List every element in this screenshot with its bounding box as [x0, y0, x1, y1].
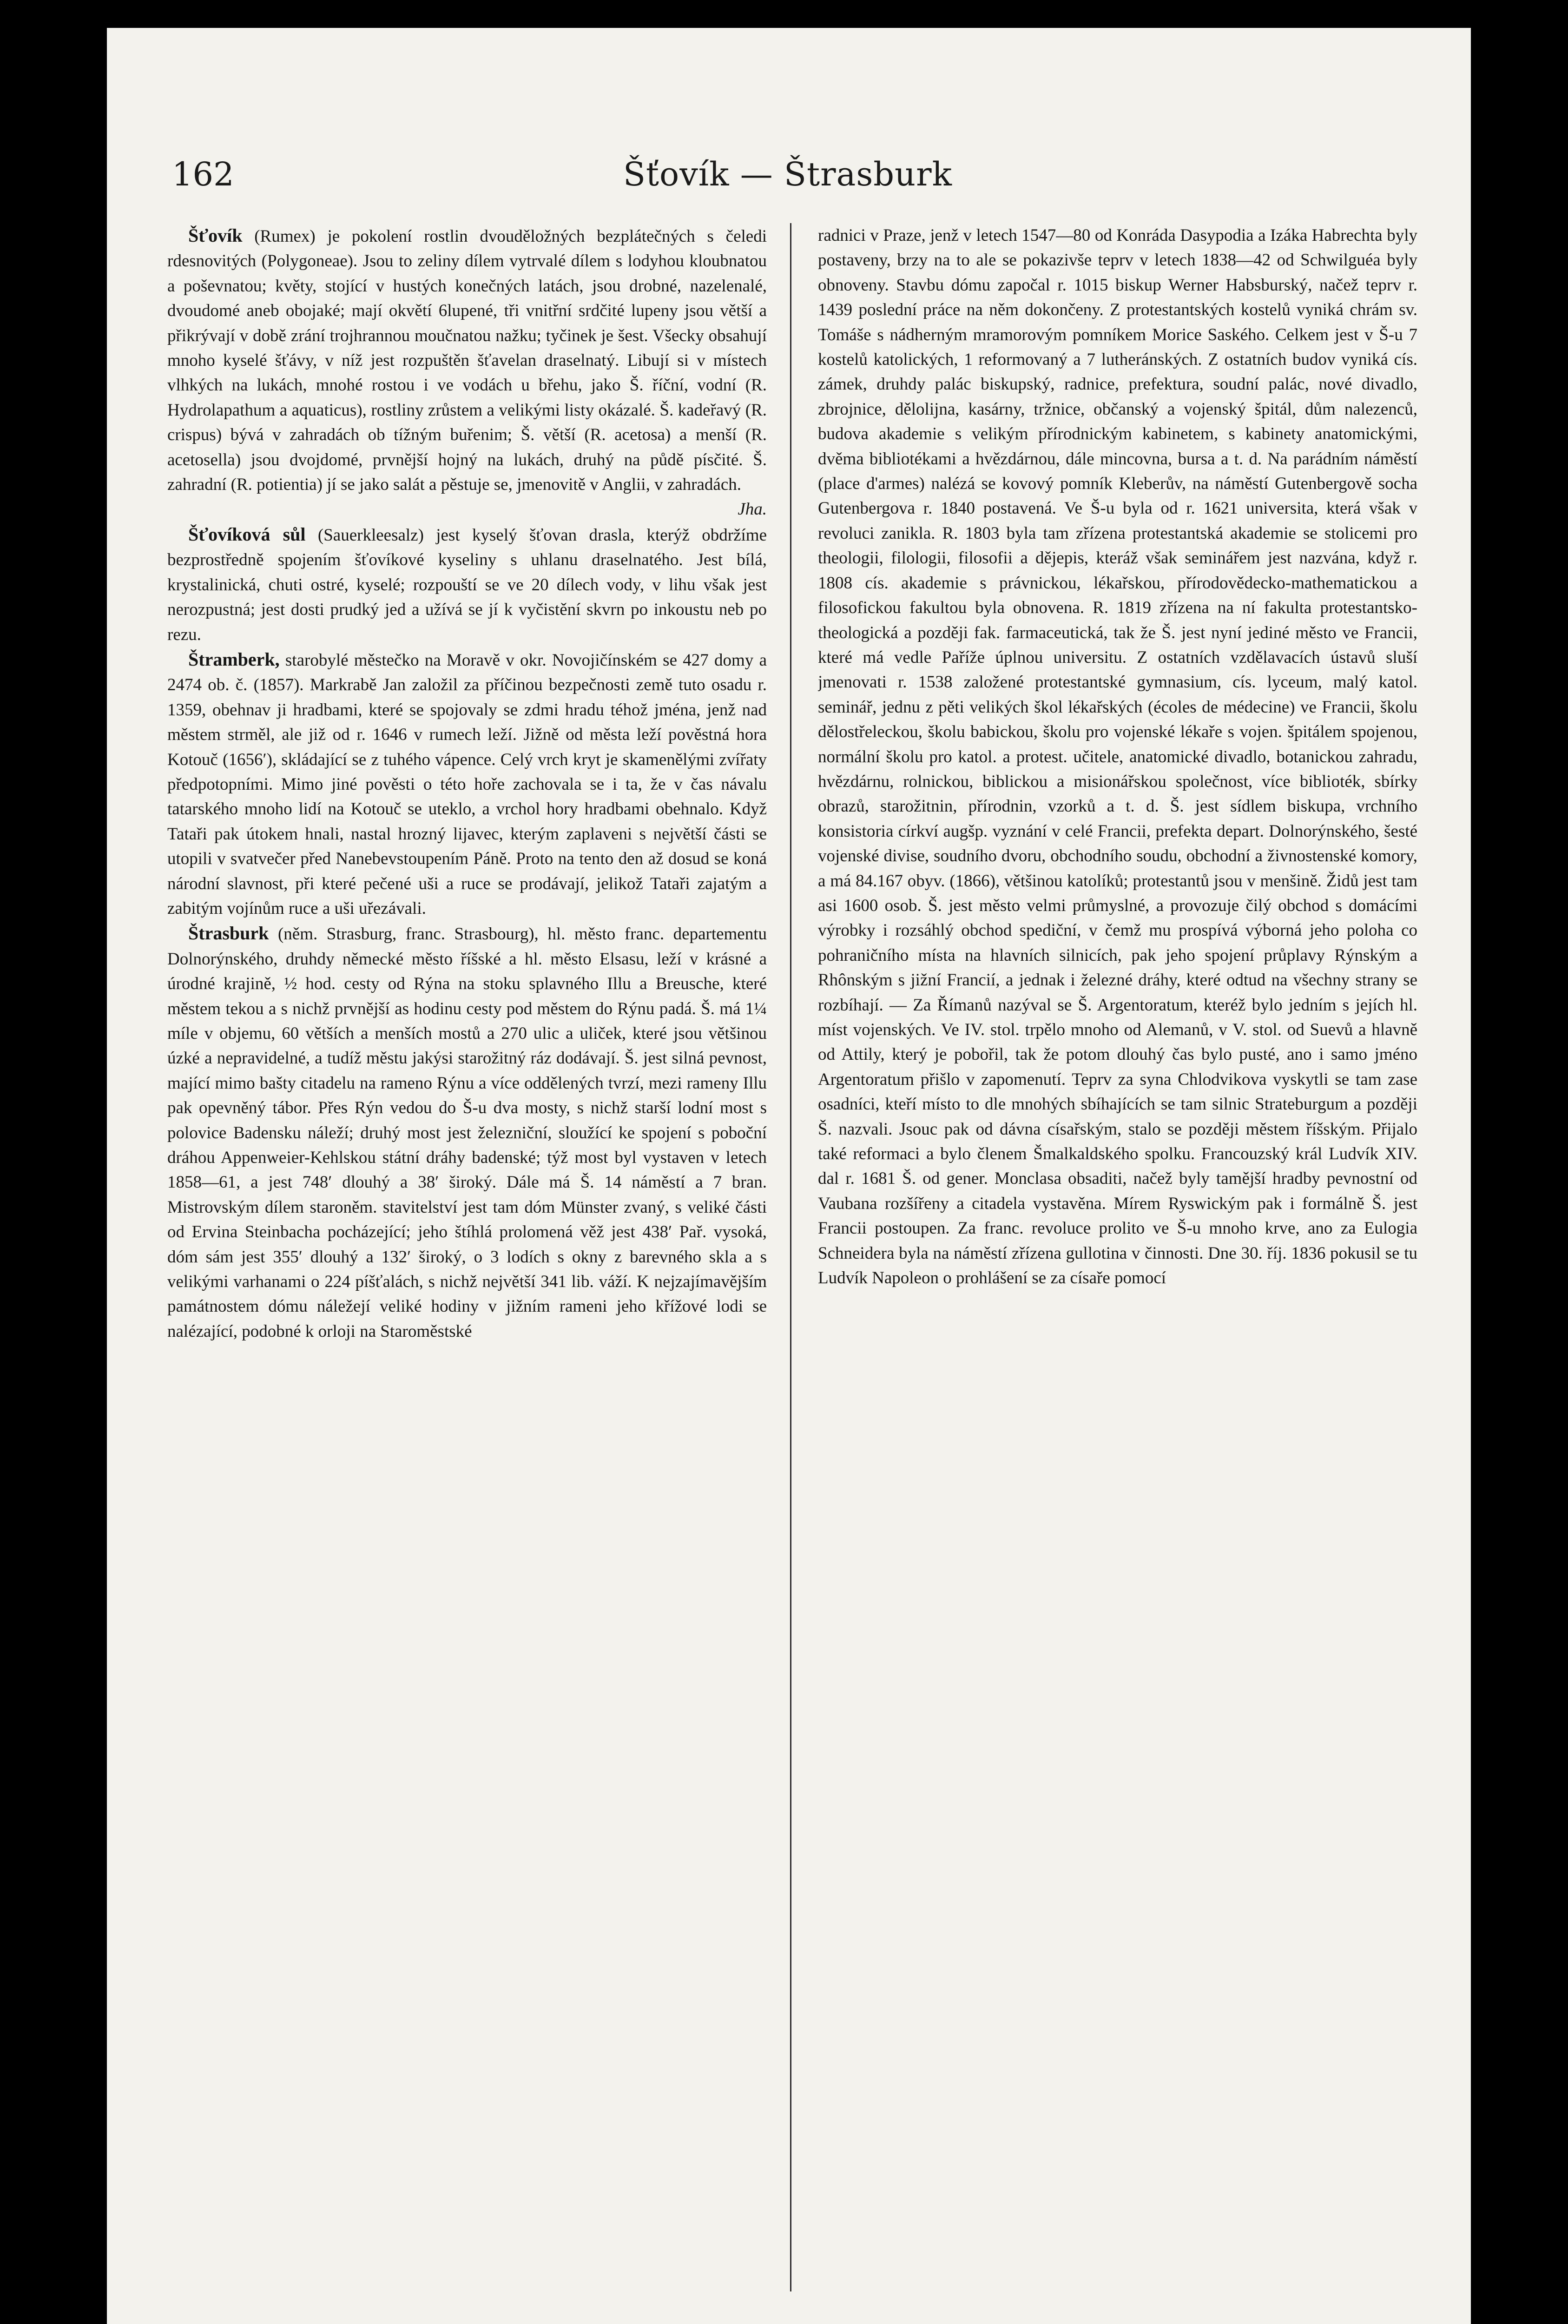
- headword: Šťovík: [188, 225, 243, 246]
- page-number: 162: [172, 155, 234, 193]
- column-divider: [790, 223, 791, 2291]
- left-column: [167, 223, 767, 2287]
- entry-text: (Sauerkleesalz) jest kyselý šťovan drasla, kterýž obdržíme bezprostředně spojením šťovíkové kyseliny s uhlanu draselnatého. Jest bílá, krystalinická, chuti ostré, kyselé; rozpouští se ve 20 dílech vody, v lihu však jest nerozpustná; jest dosti prudký jed a užívá se jí k vyčistění skvrn po inkoustu neb po rezu.: [167, 525, 767, 644]
- entry-stovikova-sul: [167, 522, 767, 647]
- right-column: [818, 223, 1417, 2287]
- headword: Štrasburk: [188, 923, 269, 944]
- page-header: [172, 146, 1403, 202]
- entry-stovik: [167, 223, 767, 497]
- entry-text: (Rumex) je pokolení rostlin dvouděložných bezplátečných s čeledi rdesnovitých (Polygoneae). Jsou to zeliny dílem vytrvalé dílem s lodyhou kloubnatou a poševnatou; květy, stojící v hustých konečných latách, jsou drobné, nazelenalé, dvoudomé aneb obojaké; mají okvětí 6lupené, tři vnitřní srdčité lupeny jsou větší a přikrývají v době zrání trojhrannou moučnatou nažku; tyčinek je šest. Všecky obsahují mnoho kyselé šťávy, v níž jest rozpuštěn šťavelan draselnatý. Libují si v místech vlhkých na lukách, mnohé rostou i ve vodách u břehu, jako Š. říční, vodní (R. Hydrolapathum a aquaticus), rostliny zrůstem a velikými listy okázalé. Š. kadeřavý (R. crispus) bývá v zahradách ob tížným buřenim; Š. větší (R. acetosa) a menší (R. acetosella) jsou dvojdomé, prvnější hojný na lukách, druhý na půdě písčité. Š. zahradní (R. potientia) jí se jako salát a pěstuje se, jmenovitě v Anglii, v zahradách.: [167, 227, 767, 495]
- entry-strasburk: [167, 921, 767, 1344]
- entry-text: starobylé městečko na Moravě v okr. Novojičínském se 427 domy a 2474 ob. č. (1857). Markrabě Jan založil za příčinou bezpečnosti země tuto osadu r. 1359, obehnav ji hradbami, které se spojovaly se zdmi hradu téhož jména, jenž nad městem strměl, ale již od r. 1646 v rumech leží. Jižně od města leží pověstná hora Kotouč (1656′), skládající se z tuhého vápence. Celý vrch kryt je skamenělými zvířaty předpotopními. Mimo jiné pověsti o této hoře zachovala se i ta, že v čas návalu tatarského mnoho lidí na Kotouč se uteklo, a vrchol hory hradbami obehnalo. Když Tataři pak útokem hnali, nastal hrozný lijavec, kterým zaplaveni s největší části se utopili v svatvečer před Nanebevstoupením Páně. Proto na tento den až dosud se koná národní slavnost, při které pečené uši a ruce se prodávají, jelikož Tataři zajatým a zabitým vojínům ruce a uši uřezávali.: [167, 650, 767, 918]
- headword: Štramberk,: [188, 648, 280, 670]
- running-head: Šťovík — Štrasburk: [623, 155, 953, 193]
- entry-signature: Jha.: [738, 500, 767, 519]
- entry-text: (něm. Strasburg, franc. Strasbourg), hl. město franc. departementu Dolnorýnského, druhdy německé město říšské a hl. město Elsasu, leží v krásné a úrodné krajině, ½ hod. cesty od Rýna na stoku splavného Illu a Breusche, které městem tekou a s nichž prvnější as hodinu cesty pod městem do Rýnu padá. Š. má 1¼ míle v objemu, 60 větších a menších mostů a 270 ulic a uliček, které jsou většinou úzké a nepravidelné, a tudíž městu jakýsi starožitný ráz dodávají. Š. jest silná pevnost, mající mimo bašty citadelu na rameno Rýnu a více oddělených tvrzí, mezi rameny Illu pak opevněný tábor. Přes Rýn vedou do Š-u dva mosty, s nichž starší lodní most s polovice Badensku náleží; druhý most jest železniční, sloužící ke spojení s poboční dráhou Appenweier-Kehlskou státní dráhy badenské; týž most byl vystaven v letech 1858—61, a jest 748′ dlouhý a 38′ široký. Dále má Š. 14 náměstí a 7 bran. Mistrovským dílem staroněm. stavitelství jest tam dóm Münster zvaný, s veliké části od Ervina Steinbacha pocházející; jeho štíhlá prolomená věž jest 438′ Pař. vysoká, dóm sám jest 355′ dlouhý a 132′ široký, o 3 lodích s okny z barevného skla a s velikými varhanami o 224 píšťalách, s nichž největší 341 lib. váží. K nejzajímavějším památnostem dómu náležejí veliké hodiny v jižním rameni jeho křížové lodi se nalézající, podobné k orloji na Staroměstské: [167, 924, 767, 1341]
- headword: Šťovíková sůl: [188, 523, 306, 545]
- book-page: [107, 28, 1471, 2324]
- entry-strasburk-continued: radnici v Praze, jenž v letech 1547—80 od Konráda Dasypodia a Izáka Habrechta byly postaveny, brzy na to ale se pokazivše teprv v letech 1838—42 od Schwilguéa byly obnoveny. Stavbu dómu započal r. 1015 biskup Werner Habsburský, načež teprv r. 1439 poslední práce na něm dokončeny. Z protestantských kostelů vyniká chrám sv. Tomáše s nádherným mramorovým pomníkem Morice Saského. Celkem jest v Š-u 7 kostelů katolických, 1 reformovaný a 7 lutheránských. Z ostatních budov vyniká cís. zámek, druhdy palác biskupský, radnice, prefektura, soudní palác, nové divadlo, zbrojnice, dělolijna, kasárny, tržnice, občanský a vojenský špitál, dům nalezenců, budova akademie s velikým přírodnickým kabinetem, s kabinety anatomickými, dvěma bibliotékami a hvězdárnou, dále mincovna, bursa a t. d. Na parádním náměstí (place d'armes) nalézá se kovový pomník Kleberův, na náměstí Gutenbergově socha Gutenbergova r. 1840 postavená. Ve Š-u byla od r. 1621 universita, která však v revoluci zanikla. R. 1803 byla tam zřízena protestantská akademie se stolicemi pro theologii, filologii, filosofii a dějepis, kteráž však seminářem jest nazvána, když r. 1808 cís. akademie s právnickou, lékařskou, přírodovědecko-mathematickou a filosofickou fakultou byla obnovena. R. 1819 zřízena na ní fakulta protestantsko-theologická a později fak. farmaceutická, tak že Š. jest nyní jediné město ve Francii, které má vedle Paříže úplnou universitu. Z ostatních vzdělavacích ústavů sluší jmenovati r. 1538 založené protestantské gymnasium, cís. lyceum, malý katol. seminář, jednu z pěti velikých škol lékařských (écoles de médecine) ve Francii, školu dělostřeleckou, školu babickou, školu pro vojenské lékaře s vojen. špitálem spojenou, normální školu pro katol. a protest. učitele, anatomické divadlo, botanickou zahradu, hvězdárnu, rolnickou, biblickou a misionářskou společnost, více biblioték, sbírky obrazů, starožitnin, přírodnin, vzorků a t. d. Š. jest sídlem biskupa, vrchního konsistoria církví augšp. vyznání v celé Francii, prefekta depart. Dolnorýnského, šesté vojenské divise, soudního dvoru, obchodního soudu, obchodní a živnostenské komory, a má 84.167 obyv. (1866), většinou katolíků; protestantů jsou v menšině. Židů jest tam asi 1600 osob. Š. jest město velmi průmyslné, a provozuje čilý obchod s domácími výrobky i rozsáhlý obchod spediční, v čemž mu prospívá výborná jeho poloha co pohraničního místa na hlavních silnicích, pak jeho spojení průplavy Rýnským a Rhônským s jižní Francií, a jednak i železné dráhy, které odtud na všechny strany se rozbíhají. — Za Římanů nazýval se Š. Argentoratum, kteréž bylo jedním s jejích hl. míst vojenských. Ve IV. stol. trpělo mnoho od Alemanů, v V. stol. od Suevů a hlavně od Attily, který je pobořil, tak že potom dlouhý čas bylo pusté, ano i samo jméno Argentoratum přišlo v zapomenutí. Teprv za syna Chlodvikova vyskytli se tam zase osadníci, kteří místo to dle mnohých sbíhajících se tam silnic Strateburgum a později Š. nazvali. Jsouc pak od dávna císařským, stalo se později městem říšským. Přijalo také reformaci a bylo členem Šmalkaldského spolku. Francouzský král Ludvík XIV. dal r. 1681 Š. od gener. Monclasa obsaditi, načež byly tamější hradby pevnostní od Vaubana rozšířeny a citadela vystavěna. Mírem Ryswickým pak i formálně Š. jest Francii postoupen. Za franc. revoluce prolito ve Š-u mnoho krve, ano za Eulogia Schneidera byla na náměstí zřízena gullotina v činnosti. Dne 30. říj. 1836 pokusil se tu Ludvík Napoleon o prohlášení se za císaře pomocí: [818, 226, 1417, 1288]
- entry-stramberk: [167, 647, 767, 921]
